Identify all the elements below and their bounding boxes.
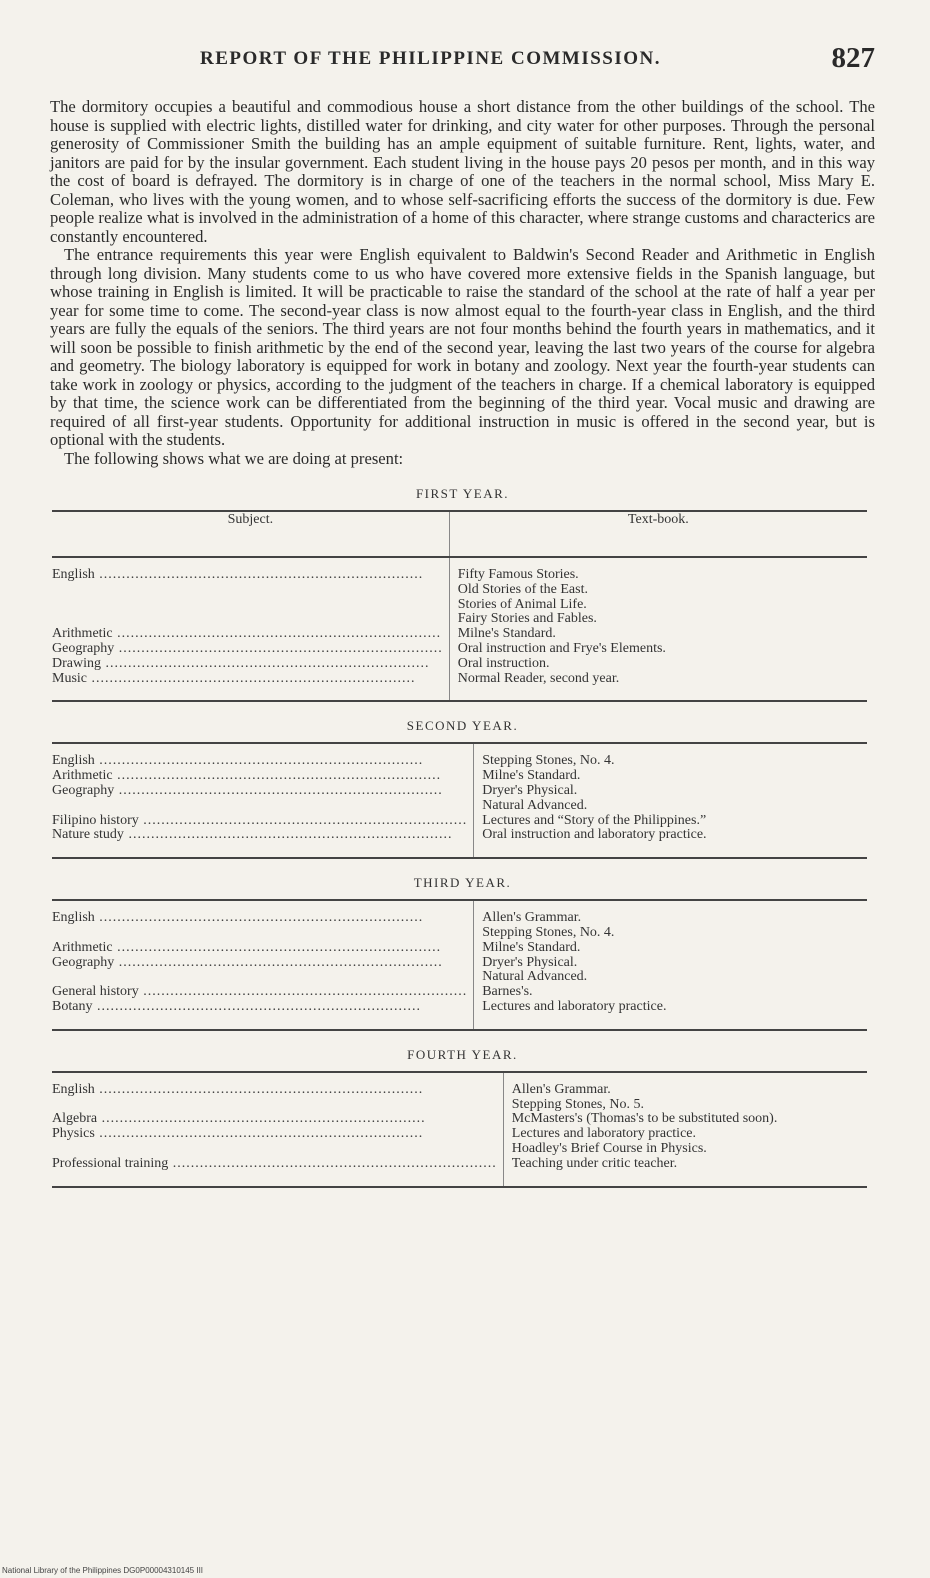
- textbook-cell: Stories of Animal Life.: [457, 596, 587, 612]
- table-row: [52, 911, 867, 941]
- curriculum-table: [52, 510, 867, 702]
- table-row: [52, 985, 867, 1000]
- column-header-subject: Subject.: [52, 511, 449, 557]
- table-row: [52, 1083, 867, 1113]
- year-title: FOURTH YEAR.: [407, 1046, 518, 1062]
- textbook-cell: Fifty Famous Stories.: [457, 567, 579, 582]
- subject-cell: Arithmetic .....: [52, 941, 467, 956]
- textbook-cell: Natural Advanced.: [482, 797, 588, 813]
- subject-cell: Music .....: [52, 672, 443, 687]
- document-page: [50, 40, 875, 1188]
- subject-cell: Geography .....: [52, 642, 443, 657]
- column-header-textbook: Text-book.: [449, 511, 867, 557]
- textbook-cell: Stepping Stones, No. 4.: [482, 753, 615, 769]
- page-number: 827: [831, 42, 875, 74]
- textbook-cell: Hoadley's Brief Course in Physics.: [511, 1140, 707, 1156]
- curriculum-table: [52, 742, 867, 859]
- paragraph-following: The following shows what we are doing at present:: [64, 448, 404, 468]
- subject-cell: English .....: [52, 911, 467, 926]
- table-row: [52, 769, 867, 784]
- subject-cell: Nature study .....: [52, 828, 467, 843]
- textbook-cell: Fairy Stories and Fables.: [457, 611, 597, 627]
- subject-cell: Botany .....: [52, 1000, 467, 1015]
- subject-cell: Professional training .....: [52, 1157, 497, 1172]
- table-row: [52, 828, 867, 843]
- table-row: [52, 941, 867, 956]
- textbook-cell: Oral instruction and Frye's Elements.: [457, 640, 666, 656]
- textbook-cell: Oral instruction and laboratory practice.: [482, 827, 707, 843]
- table-row: [52, 1157, 867, 1172]
- textbook-cell: Lectures and laboratory practice.: [511, 1126, 697, 1142]
- page-header: [50, 40, 875, 74]
- table-row: [52, 1127, 867, 1157]
- subject-cell: Physics .....: [52, 1127, 497, 1142]
- textbook-cell: Old Stories of the East.: [457, 581, 588, 597]
- textbook-cell: Normal Reader, second year.: [457, 670, 620, 686]
- paragraph-entrance-requirements: The entrance requirements this year were English equivalent to Baldwin's Second Reader and Arithmetic in English through long division. Many students come to us who have covered more extensive fields in the Spanish language, but whose training in English is limited. It will be practicable to raise the standard of the school at the rate of half a year per year for some time to come. The second-year class is now almost equal to the fourth-year class in English, and the third years are fully the equals of the seniors. The third years are not four months behind the fourth years in mathematics, and it will soon be possible to finish arithmetic by the end of the second year, leaving the last two years of the course for algebra and geometry. The biology laboratory is equipped for work in botany and zoology. Next year the fourth-year students can take work in zoology or physics, according to the judgment of the teachers in charge. If a chemical laboratory is equipped by that time, the science work can be differentiated from the beginning of the third year. Vocal music and drawing are required of all first-year students. Opportunity for additional instruction in music is offered in the second year, but is optional with the students.: [50, 245, 875, 449]
- table-row: [52, 642, 867, 657]
- textbook-cell: Milne's Standard.: [457, 626, 556, 642]
- textbook-cell: Dryer's Physical.: [482, 954, 578, 970]
- subject-cell: Geography .....: [52, 784, 467, 799]
- table-row: [52, 814, 867, 829]
- subject-cell: Arithmetic .....: [52, 627, 443, 642]
- textbook-cell: Teaching under critic teacher.: [511, 1155, 678, 1171]
- table-row: [52, 754, 867, 769]
- curriculum-table: [52, 1071, 867, 1188]
- textbook-cell: Lectures and laboratory practice.: [482, 998, 667, 1014]
- table-row: [52, 568, 867, 627]
- subject-cell: English .....: [52, 1083, 497, 1098]
- textbook-cell: Oral instruction.: [457, 655, 550, 671]
- textbook-cell: Milne's Standard.: [482, 939, 581, 955]
- textbook-cell: Natural Advanced.: [482, 969, 588, 985]
- curriculum-table: [52, 899, 867, 1031]
- subject-cell: Geography .....: [52, 956, 467, 971]
- table-row: [52, 657, 867, 672]
- scan-footer-note: National Library of the Philippines DG0P00004310145 III: [2, 1566, 204, 1575]
- textbook-cell: Stepping Stones, No. 4.: [482, 924, 615, 940]
- curriculum-tables: [50, 486, 875, 1188]
- table-row: [52, 1000, 867, 1015]
- year-title: FIRST YEAR.: [415, 486, 510, 501]
- subject-cell: English .....: [52, 754, 467, 769]
- running-title: REPORT OF THE PHILIPPINE COMMISSION.: [200, 48, 662, 69]
- subject-cell: General history .....: [52, 985, 467, 1000]
- subject-cell: Arithmetic .....: [52, 769, 467, 784]
- table-row: [52, 784, 867, 814]
- textbook-cell: Dryer's Physical.: [482, 782, 578, 798]
- textbook-cell: Allen's Grammar.: [482, 910, 582, 926]
- table-row: [52, 627, 867, 642]
- year-title: SECOND YEAR.: [406, 718, 519, 734]
- paragraph-dormitory: The dormitory occupies a beautiful and commodious house a short distance from the other buildings of the school. The house is supplied with electric lights, distilled water for drinking, and city water for other purposes. Through the personal generosity of Commissioner Smith the building has an ample equipment of suitable furniture. Rent, lights, water, and janitors are paid for by the insular government. Each student living in the house pays 20 pesos per month, and in this way the cost of board is defrayed. The dormitory is in charge of one of the teachers in the normal school, Miss Mary E. Coleman, who lives with the young women, and to whose self-sacrificing efforts the success of the dormitory is due. Few people realize what is involved in the administration of a home of this character, where strange customs and characterics are constantly encountered.: [50, 97, 875, 246]
- textbook-cell: Stepping Stones, No. 5.: [511, 1096, 644, 1112]
- textbook-cell: McMasters's (Thomas's to be substituted soon).: [511, 1111, 778, 1127]
- year-title: THIRD YEAR.: [413, 875, 512, 891]
- subject-cell: Algebra .....: [52, 1112, 497, 1127]
- textbook-cell: Barnes's.: [482, 984, 533, 1000]
- textbook-cell: Milne's Standard.: [482, 768, 581, 784]
- subject-cell: Filipino history .....: [52, 814, 467, 829]
- table-row: [52, 672, 867, 687]
- table-row: [52, 956, 867, 986]
- textbook-cell: Allen's Grammar.: [511, 1081, 611, 1097]
- textbook-cell: Lectures and “Story of the Philippines.”: [482, 812, 707, 828]
- subject-cell: Drawing .....: [52, 657, 443, 672]
- subject-cell: English .....: [52, 568, 443, 583]
- table-row: [52, 1112, 867, 1127]
